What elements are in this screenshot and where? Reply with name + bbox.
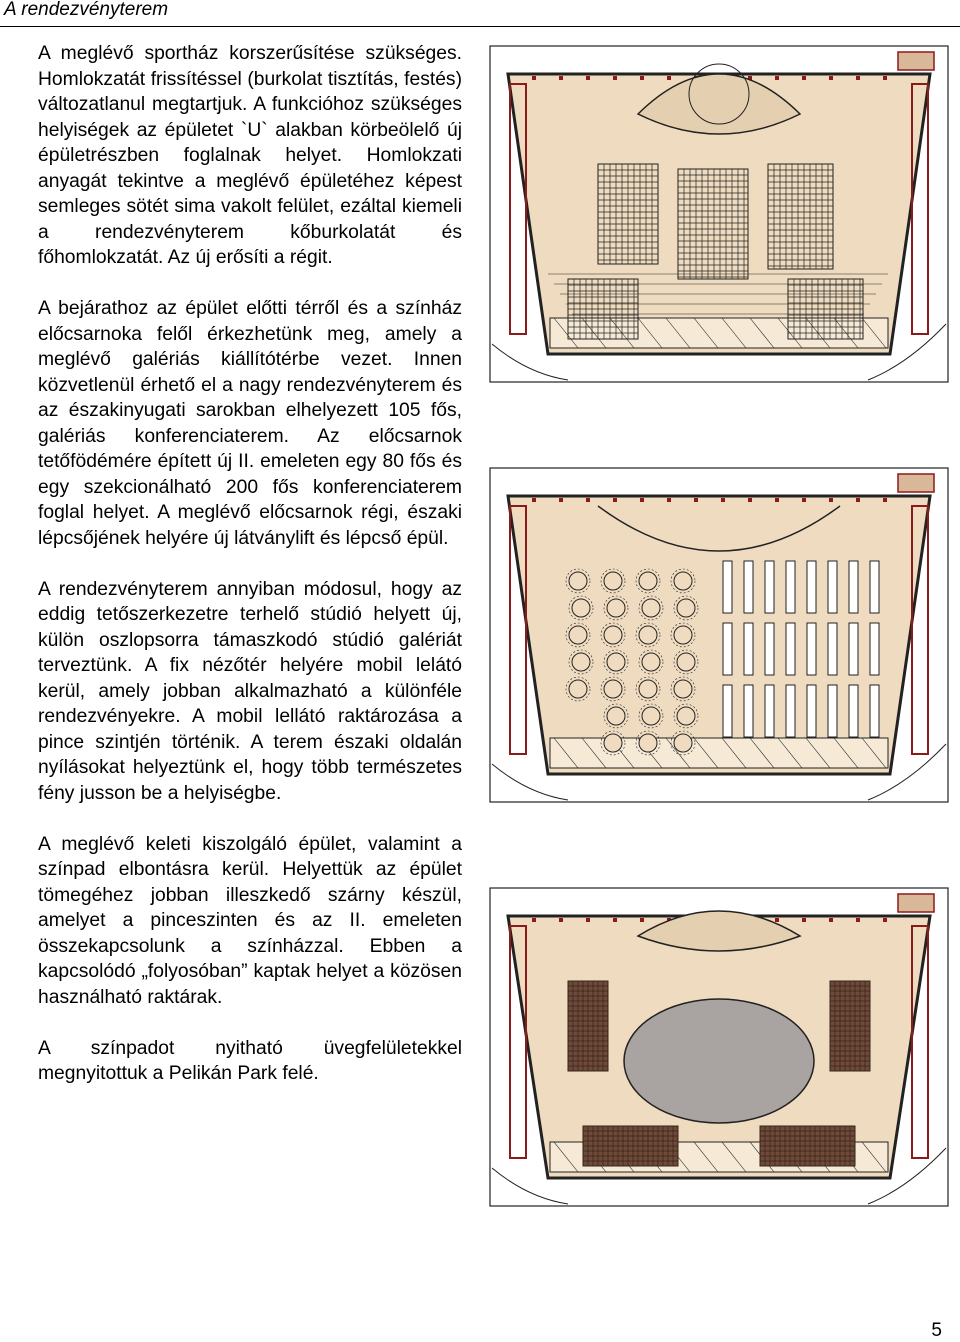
round-table xyxy=(607,707,625,725)
long-table xyxy=(786,685,795,737)
floor-plan-theater-seating-drawing xyxy=(488,44,950,384)
column xyxy=(586,918,590,922)
long-table xyxy=(849,685,858,737)
round-table xyxy=(639,734,657,752)
entrance-block xyxy=(898,52,934,70)
column xyxy=(883,76,887,80)
round-table xyxy=(569,572,587,590)
long-table xyxy=(723,623,732,675)
long-table xyxy=(744,623,753,675)
column xyxy=(802,498,806,502)
round-table xyxy=(572,599,590,617)
long-table xyxy=(870,561,879,613)
round-table xyxy=(642,599,660,617)
long-table xyxy=(786,623,795,675)
page-header xyxy=(0,0,960,27)
entrance-block xyxy=(898,894,934,912)
column xyxy=(667,76,671,80)
column xyxy=(640,76,644,80)
floor-plan-banquet-tables-drawing xyxy=(488,466,950,804)
column xyxy=(532,498,536,502)
column xyxy=(694,498,698,502)
long-table xyxy=(828,623,837,675)
round-table xyxy=(674,680,692,698)
column xyxy=(883,498,887,502)
page-header-title: A rendezvényterem xyxy=(4,0,169,20)
long-table xyxy=(723,685,732,737)
body-text xyxy=(38,41,462,1112)
round-table xyxy=(639,626,657,644)
paragraph: A meglévő sportház korszerűsítése szükséges. Homlokzatát frissítéssel (burkolat tisztítás, festés) változatlanul megtartjuk. A funkcióhoz szükséges helyiségek az épületet `U` alakban körbeölelő új épületrészben foglalnak helyet. Homlokzati anyagát tekintve a meglévő épületéhez képest semleges sötét sima vakolt felület, ezáltal kiemeli a rendezvényterem kőburkolatát és főhomlokzatát. Az új erősíti a régit. xyxy=(38,43,462,268)
column xyxy=(613,76,617,80)
column xyxy=(802,918,806,922)
floor-plan-arena-stage xyxy=(488,886,950,1208)
column xyxy=(829,918,833,922)
round-table xyxy=(604,572,622,590)
long-table xyxy=(849,561,858,613)
column xyxy=(559,918,563,922)
paragraph: A színpadot nyitható üvegfelületekkel megnyitottuk a Pelikán Park felé. xyxy=(38,1037,462,1084)
floor-plan-arena-stage-drawing xyxy=(488,886,950,1208)
round-table xyxy=(604,626,622,644)
long-table xyxy=(828,685,837,737)
column xyxy=(613,918,617,922)
column xyxy=(775,76,779,80)
column xyxy=(721,498,725,502)
column xyxy=(775,918,779,922)
long-table xyxy=(807,685,816,737)
column xyxy=(613,498,617,502)
column xyxy=(802,76,806,80)
paragraph: A bejárathoz az épület előtti térről és a színház előcsarnoka felől érkezhetünk meg, amely a meglévő galériás kiállítótérbe vezet. Innen közvetlenül érhető el a nagy rendezvényterem és az északinyugati sarokban elhelyezett 105 fős, galériás konferenciaterem. Az előcsarnok tetőfödémére épített új II. emeleten egy 80 fős és egy szekcionálható 200 fős konferenciaterem foglal helyet. A meglévő előcsarnok régi, északi lépcsőjének helyére új látványlift és lépcső épül. xyxy=(38,298,462,549)
long-table xyxy=(765,561,774,613)
round-table xyxy=(642,653,660,671)
long-table xyxy=(744,685,753,737)
long-table xyxy=(807,623,816,675)
floor-plan-banquet-tables xyxy=(488,466,950,804)
column xyxy=(586,76,590,80)
column xyxy=(559,76,563,80)
column xyxy=(640,498,644,502)
column xyxy=(856,498,860,502)
round-table xyxy=(569,680,587,698)
long-table xyxy=(723,561,732,613)
round-table xyxy=(607,653,625,671)
column xyxy=(667,498,671,502)
column xyxy=(829,76,833,80)
long-table xyxy=(849,623,858,675)
column xyxy=(532,76,536,80)
page-number: 5 xyxy=(931,1320,942,1341)
round-table xyxy=(604,680,622,698)
round-table xyxy=(677,707,695,725)
long-table xyxy=(870,685,879,737)
round-table xyxy=(607,599,625,617)
arena-floor xyxy=(624,999,814,1123)
floor-plan-theater-seating xyxy=(488,44,950,384)
round-table xyxy=(639,680,657,698)
column xyxy=(829,498,833,502)
long-table xyxy=(744,561,753,613)
round-table xyxy=(677,653,695,671)
long-table xyxy=(807,561,816,613)
round-table xyxy=(572,653,590,671)
column xyxy=(856,76,860,80)
column xyxy=(883,918,887,922)
long-table xyxy=(765,685,774,737)
round-table xyxy=(674,626,692,644)
column xyxy=(775,498,779,502)
round-table xyxy=(569,626,587,644)
long-table xyxy=(765,623,774,675)
entrance-block xyxy=(898,474,934,492)
column xyxy=(748,498,752,502)
paragraph: A meglévő keleti kiszolgáló épület, valamint a színpad elbontásra kerül. Helyettük az épület tömegéhez jobban illeszkedő szárny készül, amelyet a pinceszinten és az II. emeleten összekapcsolunk a színházzal. Ebben a kapcsolódó „folyosóban” kaptak helyet a közösen használható raktárak. xyxy=(38,833,462,1008)
long-table xyxy=(786,561,795,613)
round-table xyxy=(604,734,622,752)
round-table xyxy=(674,572,692,590)
round-table xyxy=(674,734,692,752)
column xyxy=(586,498,590,502)
paragraph: A rendezvényterem annyiban módosul, hogy az eddig tetőszerkezetre terhelő stúdió helyett új, külön oszlopsorra támaszkodó stúdió galériát terveztünk. A fix nézőtér helyére mobil lelátó kerül, amely jobban alkalmazható a különféle rendezvényekre. A mobil lellátó raktározása a pince szintjén történik. A terem északi oldalán nyílásokat helyeztünk el, hogy több természetes fény jusson be a helyiségbe. xyxy=(38,578,462,804)
round-table xyxy=(639,572,657,590)
column xyxy=(856,918,860,922)
round-table xyxy=(642,707,660,725)
long-table xyxy=(828,561,837,613)
long-table xyxy=(870,623,879,675)
round-table xyxy=(677,599,695,617)
column xyxy=(640,918,644,922)
column xyxy=(532,918,536,922)
column xyxy=(559,498,563,502)
